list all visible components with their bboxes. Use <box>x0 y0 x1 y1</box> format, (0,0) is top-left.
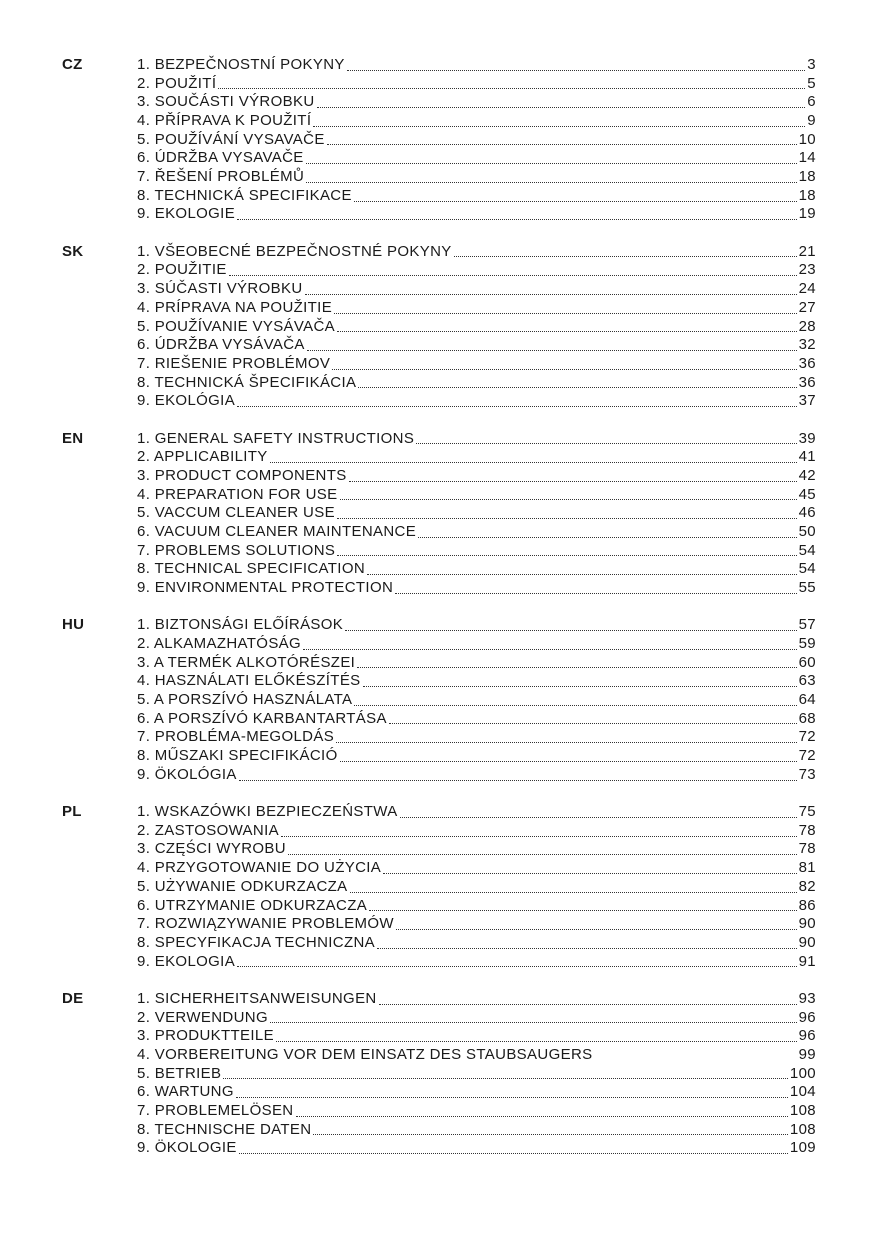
toc-entry-page-number: 73 <box>798 765 816 783</box>
dot-leader <box>357 667 796 668</box>
toc-entry <box>137 579 816 598</box>
language-code: SK <box>62 242 84 260</box>
toc-entry-page-number: 100 <box>789 1064 816 1082</box>
toc-entry-page-number: 10 <box>798 130 816 148</box>
toc-entry-title: 8. SPECYFIKACJA TECHNICZNA <box>137 933 376 951</box>
toc-entry-title: 1. WSKAZÓWKI BEZPIECZEŃSTWA <box>137 803 398 821</box>
toc-entry-title: 7. ŘEŠENÍ PROBLÉMŮ <box>137 168 305 186</box>
toc-entry-page-number: 54 <box>798 541 816 559</box>
toc-entry-page-number: 63 <box>798 672 816 690</box>
toc-entry-page-number: 21 <box>798 242 816 260</box>
dot-leader <box>340 499 797 500</box>
toc-entry-page-number: 64 <box>798 691 816 709</box>
toc-entry-page-number: 86 <box>798 896 816 914</box>
toc-entry-page-number: 37 <box>798 392 816 410</box>
toc-entry-title: 1. BIZTONSÁGI ELŐÍRÁSOK <box>137 616 344 634</box>
toc-entry-page-number: 82 <box>798 877 816 895</box>
toc-entry-title: 1. BEZPEČNOSTNÍ POKYNY <box>137 55 345 73</box>
toc-entry-page-number: 19 <box>798 205 816 223</box>
toc-entries <box>137 56 816 224</box>
dot-leader <box>270 462 797 463</box>
toc-entry <box>137 318 816 337</box>
toc-entry <box>137 486 816 505</box>
dot-leader <box>270 1022 797 1023</box>
dot-leader <box>363 686 797 687</box>
toc-entry-page-number: 23 <box>798 261 816 279</box>
toc-entry-page-number: 72 <box>798 728 816 746</box>
dot-leader <box>336 742 797 743</box>
toc-entry-page-number: 55 <box>798 579 816 597</box>
toc-entry-title: 4. PREPARATION FOR USE <box>137 485 338 503</box>
dot-leader <box>389 723 797 724</box>
dot-leader <box>236 1097 788 1098</box>
toc-entry <box>137 336 816 355</box>
toc-entry-title: 3. CZĘŚCI WYROBU <box>137 840 286 858</box>
toc-entry <box>137 355 816 374</box>
toc-section-sk <box>62 243 816 411</box>
dot-leader <box>395 593 796 594</box>
dot-leader <box>334 313 797 314</box>
dot-leader <box>237 219 797 220</box>
toc-entry <box>137 299 816 318</box>
toc-entry-title: 5. BETRIEB <box>137 1064 222 1082</box>
toc-entry-page-number: 60 <box>798 653 816 671</box>
toc-entry-page-number: 54 <box>798 560 816 578</box>
dot-leader <box>303 649 797 650</box>
toc-entry-page-number: 36 <box>798 354 816 372</box>
toc-entries <box>137 616 816 784</box>
toc-entry-page-number: 59 <box>798 635 816 653</box>
toc-entry-title: 8. TECHNISCHE DATEN <box>137 1120 312 1138</box>
dot-leader <box>354 201 797 202</box>
toc-entry <box>137 206 816 225</box>
dot-leader <box>306 182 796 183</box>
dot-leader <box>349 481 797 482</box>
dot-leader <box>400 817 797 818</box>
toc-entry-title: 6. ÚDRŽBA VYSAVAČE <box>137 149 304 167</box>
toc-entry <box>137 691 816 710</box>
toc-section-en <box>62 430 816 598</box>
dot-leader <box>237 966 797 967</box>
toc-entry-title: 1. GENERAL SAFETY INSTRUCTIONS <box>137 429 415 447</box>
toc-entry-title: 9. EKOLOGIE <box>137 205 236 223</box>
toc-entry <box>137 841 816 860</box>
toc-entry-title: 7. PROBLÉMA-MEGOLDÁS <box>137 728 335 746</box>
toc-entry-page-number: 3 <box>807 55 816 73</box>
toc-section-hu <box>62 616 816 784</box>
dot-leader <box>239 1153 788 1154</box>
dot-leader <box>337 331 797 332</box>
dot-leader <box>313 1134 787 1135</box>
toc-entry <box>137 131 816 150</box>
language-code: DE <box>62 989 84 1007</box>
toc-entry-title: 6. UTRZYMANIE ODKURZACZA <box>137 896 368 914</box>
toc-entry-title: 9. ÖKOLÓGIA <box>137 765 237 783</box>
toc-entry <box>137 672 816 691</box>
toc-entry-title: 3. SÚČASTI VÝROBKU <box>137 280 303 298</box>
toc-entry-page-number: 18 <box>798 168 816 186</box>
dot-leader <box>305 294 797 295</box>
dot-leader <box>345 630 796 631</box>
language-code: CZ <box>62 56 83 73</box>
dot-leader <box>281 836 797 837</box>
toc-entry <box>137 467 816 486</box>
toc-entry-page-number: 24 <box>798 280 816 298</box>
toc-entry-page-number: 45 <box>798 485 816 503</box>
toc-entry-title: 8. TECHNICKÁ ŠPECIFIKÁCIA <box>137 373 357 391</box>
dot-leader <box>218 88 805 89</box>
toc-entry <box>137 616 816 635</box>
toc-entry-title: 2. ZASTOSOWANIA <box>137 821 279 839</box>
toc-entry <box>137 859 816 878</box>
language-code: HU <box>62 616 85 634</box>
toc-entry <box>137 1083 816 1102</box>
dot-leader <box>332 369 796 370</box>
toc-entries <box>137 990 816 1158</box>
toc-entry-title: 6. A PORSZÍVÓ KARBANTARTÁSA <box>137 709 387 727</box>
toc-entry <box>137 261 816 280</box>
dot-leader <box>358 387 796 388</box>
toc-entries <box>137 803 816 971</box>
dot-leader <box>418 537 797 538</box>
toc-entry-title: 4. VORBEREITUNG VOR DEM EINSATZ DES STAUBSAUGERS <box>137 1045 593 1063</box>
toc-entry-title: 4. PRZYGOTOWANIE DO UŻYCIA <box>137 859 382 877</box>
toc-entry-page-number: 9 <box>807 112 816 130</box>
dot-leader <box>239 780 797 781</box>
toc-entry <box>137 374 816 393</box>
toc-entry-page-number: 104 <box>789 1083 816 1101</box>
toc-entry <box>137 803 816 822</box>
toc-entry-title: 3. SOUČÁSTI VÝROBKU <box>137 93 315 111</box>
toc-entry-title: 9. EKOLOGIA <box>137 952 236 970</box>
dot-leader <box>229 275 797 276</box>
dot-leader <box>223 1078 788 1079</box>
dot-leader <box>369 910 797 911</box>
toc-entry <box>137 934 816 953</box>
toc-entry <box>137 187 816 206</box>
toc-entry-title: 3. PRODUKTTEILE <box>137 1027 274 1045</box>
toc-entry <box>137 56 816 75</box>
toc-entry <box>137 1065 816 1084</box>
dot-leader <box>306 163 797 164</box>
toc-entry-title: 8. TECHNICAL SPECIFICATION <box>137 560 366 578</box>
table-of-contents <box>62 56 816 1177</box>
toc-entry <box>137 1046 816 1065</box>
toc-entry <box>137 560 816 579</box>
toc-entry-page-number: 36 <box>798 373 816 391</box>
toc-entry <box>137 897 816 916</box>
toc-entry-page-number: 50 <box>798 522 816 540</box>
dot-leader <box>416 443 796 444</box>
toc-entry <box>137 1139 816 1158</box>
toc-entry-title: 4. PŘÍPRAVA K POUŽITÍ <box>137 112 312 130</box>
dot-leader <box>276 1041 797 1042</box>
toc-section-pl <box>62 803 816 971</box>
toc-entry-title: 5. UŻYWANIE ODKURZACZA <box>137 877 348 895</box>
dot-leader <box>396 929 797 930</box>
toc-entry <box>137 990 816 1009</box>
toc-entry <box>137 1121 816 1140</box>
toc-entry-page-number: 39 <box>798 429 816 447</box>
toc-entry-page-number: 99 <box>798 1045 816 1063</box>
toc-entry-page-number: 14 <box>798 149 816 167</box>
toc-entry <box>137 878 816 897</box>
toc-entry-page-number: 108 <box>789 1120 816 1138</box>
toc-section-de <box>62 990 816 1158</box>
toc-entry-page-number: 72 <box>798 747 816 765</box>
toc-entry-page-number: 27 <box>798 298 816 316</box>
toc-entry <box>137 504 816 523</box>
dot-leader <box>379 1004 797 1005</box>
dot-leader <box>383 873 796 874</box>
dot-leader <box>377 948 797 949</box>
dot-leader <box>237 406 797 407</box>
toc-entry <box>137 243 816 262</box>
toc-entry-title: 6. ÚDRŽBA VYSÁVAČA <box>137 336 305 354</box>
toc-entry-page-number: 91 <box>798 952 816 970</box>
language-code: EN <box>62 429 84 447</box>
toc-entry <box>137 448 816 467</box>
toc-entry-page-number: 93 <box>798 989 816 1007</box>
toc-entry-page-number: 78 <box>798 821 816 839</box>
dot-leader <box>367 574 797 575</box>
toc-entry <box>137 168 816 187</box>
dot-leader <box>350 892 797 893</box>
toc-entry-page-number: 5 <box>807 74 816 92</box>
dot-leader <box>347 70 806 71</box>
toc-entry-title: 3. PRODUCT COMPONENTS <box>137 466 347 484</box>
dot-leader <box>296 1116 788 1117</box>
toc-entry-title: 7. ROZWIĄZYWANIE PROBLEMÓW <box>137 915 394 933</box>
dot-leader <box>327 144 797 145</box>
dot-leader <box>454 256 797 257</box>
toc-entry <box>137 112 816 131</box>
dot-leader <box>354 705 796 706</box>
toc-entry-page-number: 18 <box>798 186 816 204</box>
toc-entry-title: 3. A TERMÉK ALKOTÓRÉSZEI <box>137 653 356 671</box>
dot-leader <box>307 350 797 351</box>
dot-leader <box>340 761 797 762</box>
toc-entry <box>137 430 816 449</box>
toc-entry-page-number: 28 <box>798 317 816 335</box>
toc-entry-page-number: 32 <box>798 336 816 354</box>
toc-entry <box>137 747 816 766</box>
toc-entry <box>137 728 816 747</box>
toc-entry-page-number: 46 <box>798 504 816 522</box>
toc-entry-page-number: 42 <box>798 466 816 484</box>
toc-entry-title: 8. MŰSZAKI SPECIFIKÁCIÓ <box>137 747 338 765</box>
toc-entry-page-number: 96 <box>798 1027 816 1045</box>
toc-entry-page-number: 41 <box>798 448 816 466</box>
toc-entry-title: 9. EKOLÓGIA <box>137 392 236 410</box>
toc-entry-title: 6. VACUUM CLEANER MAINTENANCE <box>137 522 417 540</box>
toc-entry-title: 7. RIEŠENIE PROBLÉMOV <box>137 354 331 372</box>
toc-entry-page-number: 108 <box>789 1102 816 1120</box>
toc-entry-title: 2. POUŽITÍ <box>137 74 217 92</box>
toc-entry-page-number: 6 <box>807 93 816 111</box>
toc-entry <box>137 654 816 673</box>
toc-entry <box>137 766 816 785</box>
dot-leader <box>288 854 797 855</box>
toc-entry-page-number: 81 <box>798 859 816 877</box>
toc-entry-title: 2. APPLICABILITY <box>137 448 268 466</box>
toc-entry-title: 7. PROBLEMS SOLUTIONS <box>137 541 336 559</box>
dot-leader <box>317 107 806 108</box>
toc-entry-title: 2. POUŽITIE <box>137 261 227 279</box>
toc-entry-page-number: 90 <box>798 915 816 933</box>
toc-entry-page-number: 109 <box>789 1139 816 1157</box>
toc-entries <box>137 243 816 411</box>
toc-entry-title: 5. VACCUM CLEANER USE <box>137 504 335 522</box>
toc-entry <box>137 392 816 411</box>
toc-entry-title: 6. WARTUNG <box>137 1083 234 1101</box>
toc-entry <box>137 523 816 542</box>
toc-entry <box>137 953 816 972</box>
toc-entry-page-number: 68 <box>798 709 816 727</box>
toc-entry-page-number: 75 <box>798 803 816 821</box>
toc-entry-page-number: 90 <box>798 933 816 951</box>
toc-entry-title: 5. POUŽÍVANIE VYSÁVAČA <box>137 317 336 335</box>
dot-leader <box>313 126 805 127</box>
language-code: PL <box>62 803 82 821</box>
toc-entry <box>137 75 816 94</box>
toc-entry-title: 1. VŠEOBECNÉ BEZPEČNOSTNÉ POKYNY <box>137 242 452 260</box>
toc-entry-title: 9. ÖKOLOGIE <box>137 1139 237 1157</box>
toc-entries <box>137 430 816 598</box>
toc-entry-page-number: 57 <box>798 616 816 634</box>
toc-entry <box>137 280 816 299</box>
toc-entry-title: 7. PROBLEMELÖSEN <box>137 1102 294 1120</box>
toc-entry <box>137 635 816 654</box>
toc-entry <box>137 1102 816 1121</box>
toc-entry-title: 9. ENVIRONMENTAL PROTECTION <box>137 579 394 597</box>
toc-entry <box>137 542 816 561</box>
toc-entry <box>137 93 816 112</box>
toc-entry <box>137 710 816 729</box>
toc-entry-title: 4. HASZNÁLATI ELŐKÉSZÍTÉS <box>137 672 361 690</box>
toc-entry <box>137 822 816 841</box>
toc-entry-title: 5. A PORSZÍVÓ HASZNÁLATA <box>137 691 353 709</box>
toc-entry <box>137 915 816 934</box>
toc-entry-title: 4. PRÍPRAVA NA POUŽITIE <box>137 298 333 316</box>
dot-leader <box>337 555 796 556</box>
toc-entry-title: 2. ALKAMAZHATÓSÁG <box>137 635 302 653</box>
toc-entry-page-number: 96 <box>798 1008 816 1026</box>
toc-entry-title: 8. TECHNICKÁ SPECIFIKACE <box>137 186 352 204</box>
toc-entry-page-number: 78 <box>798 840 816 858</box>
toc-entry <box>137 1027 816 1046</box>
dot-leader <box>337 518 797 519</box>
toc-entry-title: 5. POUŽÍVÁNÍ VYSAVAČE <box>137 130 325 148</box>
toc-entry-title: 2. VERWENDUNG <box>137 1008 268 1026</box>
toc-entry-title: 1. SICHERHEITSANWEISUNGEN <box>137 989 377 1007</box>
toc-entry <box>137 1009 816 1028</box>
toc-entry <box>137 149 816 168</box>
toc-section-cz <box>62 56 816 224</box>
